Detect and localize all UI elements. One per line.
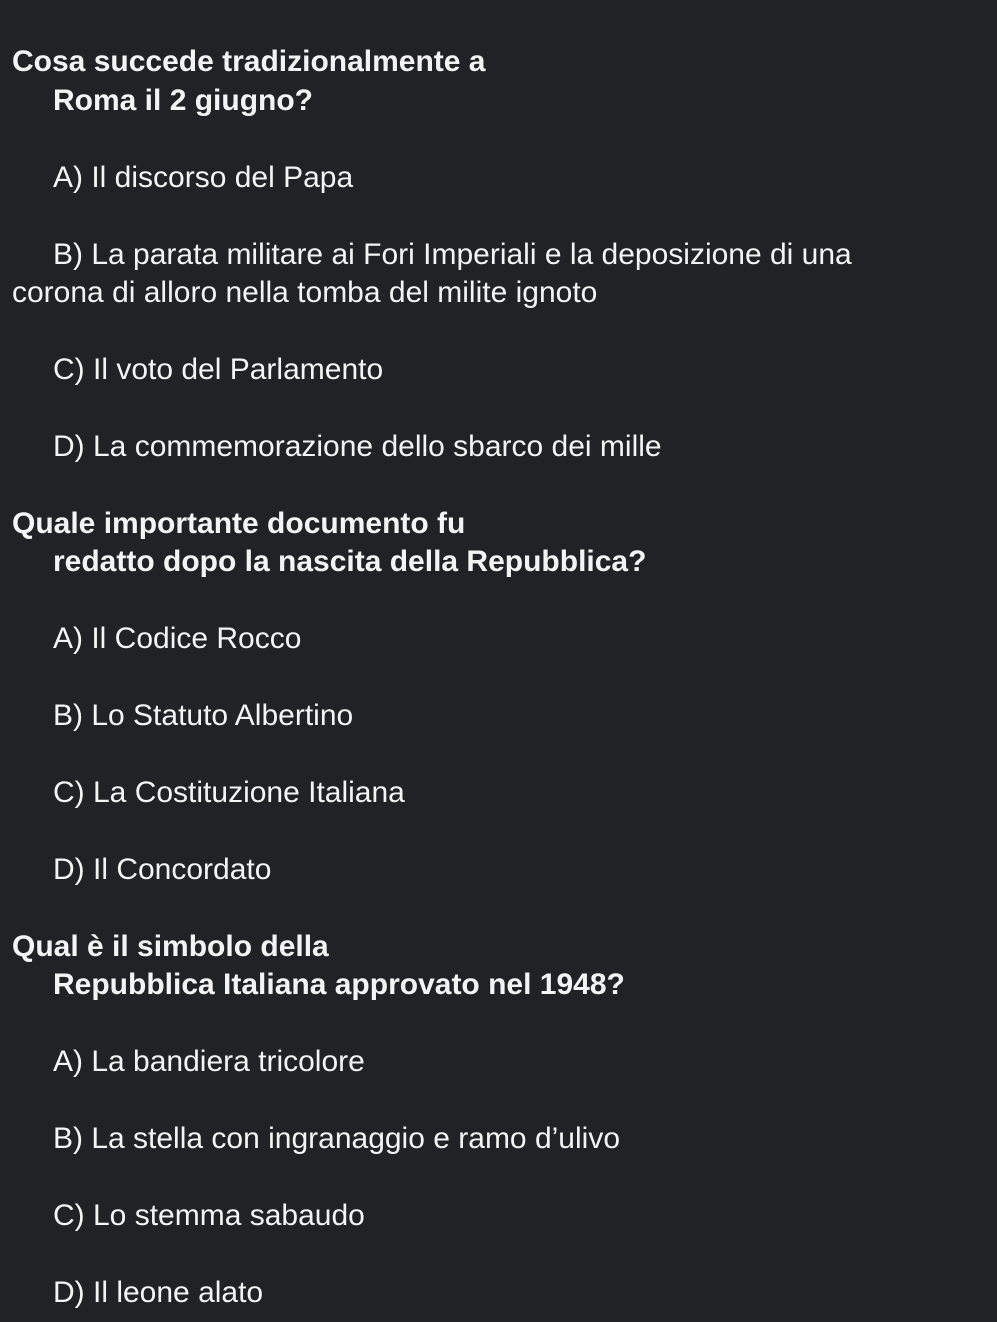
- question-3-title-line-1: Qual è il simbolo della: [12, 930, 329, 963]
- question-1-option-d: D) La commemorazione dello sbarco dei mille: [53, 430, 662, 463]
- question-3-option-c: C) Lo stemma sabaudo: [53, 1199, 365, 1232]
- question-1-option-c: C) Il voto del Parlamento: [53, 353, 384, 386]
- question-2-option-b: B) Lo Statuto Albertino: [53, 699, 354, 732]
- question-2-title-line-2: redatto dopo la nascita della Repubblica?: [53, 545, 647, 578]
- question-1-option-b-line-1: B) La parata militare ai Fori Imperiali e la deposizione di una: [53, 238, 852, 271]
- question-3-option-a: A) La bandiera tricolore: [53, 1045, 365, 1078]
- question-2-option-a: A) Il Codice Rocco: [53, 622, 302, 655]
- question-2-option-d: D) Il Concordato: [53, 853, 272, 886]
- question-3-title-line-2: Repubblica Italiana approvato nel 1948?: [53, 968, 625, 1001]
- question-2-title-line-1: Quale importante documento fu: [12, 507, 466, 540]
- question-2-option-c: C) La Costituzione Italiana: [53, 776, 405, 809]
- question-1-option-a: A) Il discorso del Papa: [53, 161, 354, 194]
- question-3-option-d: D) Il leone alato: [53, 1276, 264, 1309]
- question-1-option-b-line-2: corona di alloro nella tomba del milite ignoto: [12, 276, 598, 309]
- question-1-title-line-2: Roma il 2 giugno?: [53, 84, 313, 117]
- question-3-option-b: B) La stella con ingranaggio e ramo d’ulivo: [53, 1122, 620, 1155]
- question-1-title-line-1: Cosa succede tradizionalmente a: [12, 45, 486, 78]
